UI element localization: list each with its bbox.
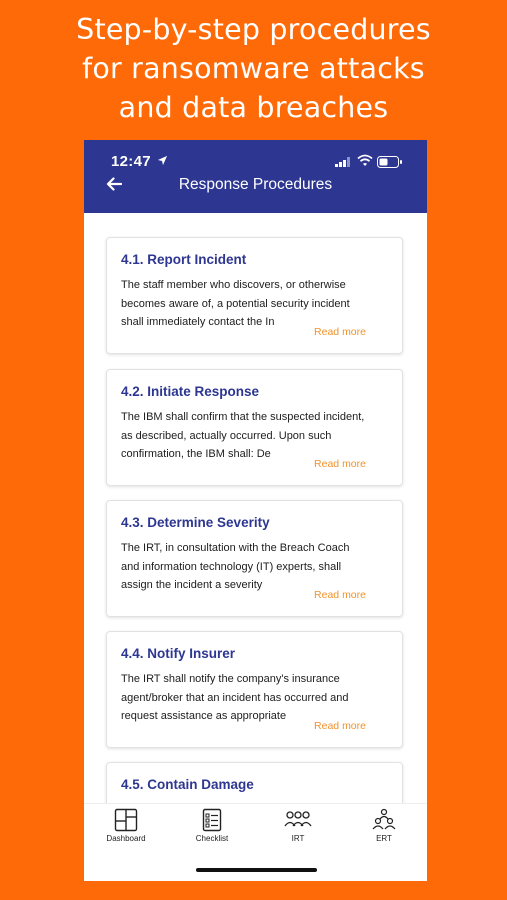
tab-dashboard[interactable] [96, 808, 156, 843]
location-arrow-icon [157, 155, 168, 166]
wifi-icon [357, 154, 373, 167]
page-title: Response Procedures [178, 176, 333, 193]
battery-icon [377, 156, 403, 168]
procedure-title: 4.4. Notify Insurer [121, 646, 236, 661]
procedure-summary: The staff member who discovers, or otherwise becomes aware of, a potential security incident shall immediately contact the In [121, 279, 350, 328]
tab-label: ERT [376, 834, 392, 843]
ert-icon [371, 808, 397, 832]
tab-ert[interactable] [354, 808, 414, 843]
read-more-link[interactable]: Read more [314, 326, 366, 338]
read-more-link[interactable]: Read more [314, 720, 366, 732]
checklist-icon [200, 808, 224, 832]
dashboard-icon [114, 808, 138, 832]
tab-label: IRT [291, 834, 305, 843]
read-more-link[interactable]: Read more [314, 589, 366, 601]
signal-icon [335, 157, 351, 167]
promo-headline [0, 10, 507, 127]
tab-checklist[interactable] [182, 808, 242, 843]
status-time: 12:47 [111, 153, 151, 170]
phone-screen [84, 140, 427, 881]
procedure-card[interactable] [106, 631, 403, 748]
procedure-card[interactable] [106, 237, 403, 354]
procedure-card[interactable] [106, 762, 403, 803]
promo-line: Step-by-step procedures [76, 13, 431, 46]
procedure-title: 4.2. Initiate Response [121, 384, 260, 399]
tab-label: Dashboard [106, 834, 146, 843]
procedure-title: 4.1. Report Incident [121, 252, 247, 267]
tab-irt[interactable] [268, 808, 328, 843]
procedure-list [84, 213, 427, 803]
procedure-summary: The IRT shall notify the company's insurance agent/broker that an incident has occurred and request assistance as appropriate [121, 673, 349, 722]
bottom-tab-bar [84, 803, 427, 881]
procedure-card[interactable] [106, 500, 403, 617]
irt-icon [284, 808, 312, 832]
promo-line: and data breaches [118, 91, 389, 124]
procedure-title: 4.5. Contain Damage [121, 777, 254, 792]
procedure-title: 4.3. Determine Severity [121, 515, 270, 530]
read-more-link[interactable]: Read more [314, 458, 366, 470]
app-header [84, 140, 427, 213]
tab-label: Checklist [195, 834, 229, 843]
procedure-card[interactable] [106, 369, 403, 486]
procedure-summary: The IBM shall confirm that the suspected incident, as described, actually occurred. Upon such confirmation, the IBM shall: De [121, 411, 365, 460]
home-indicator [196, 868, 317, 872]
promo-line: for ransomware attacks [82, 52, 425, 85]
procedure-summary: The IRT, in consultation with the Breach Coach and information technology (IT) experts, shall assign the incident a severity [121, 542, 350, 591]
